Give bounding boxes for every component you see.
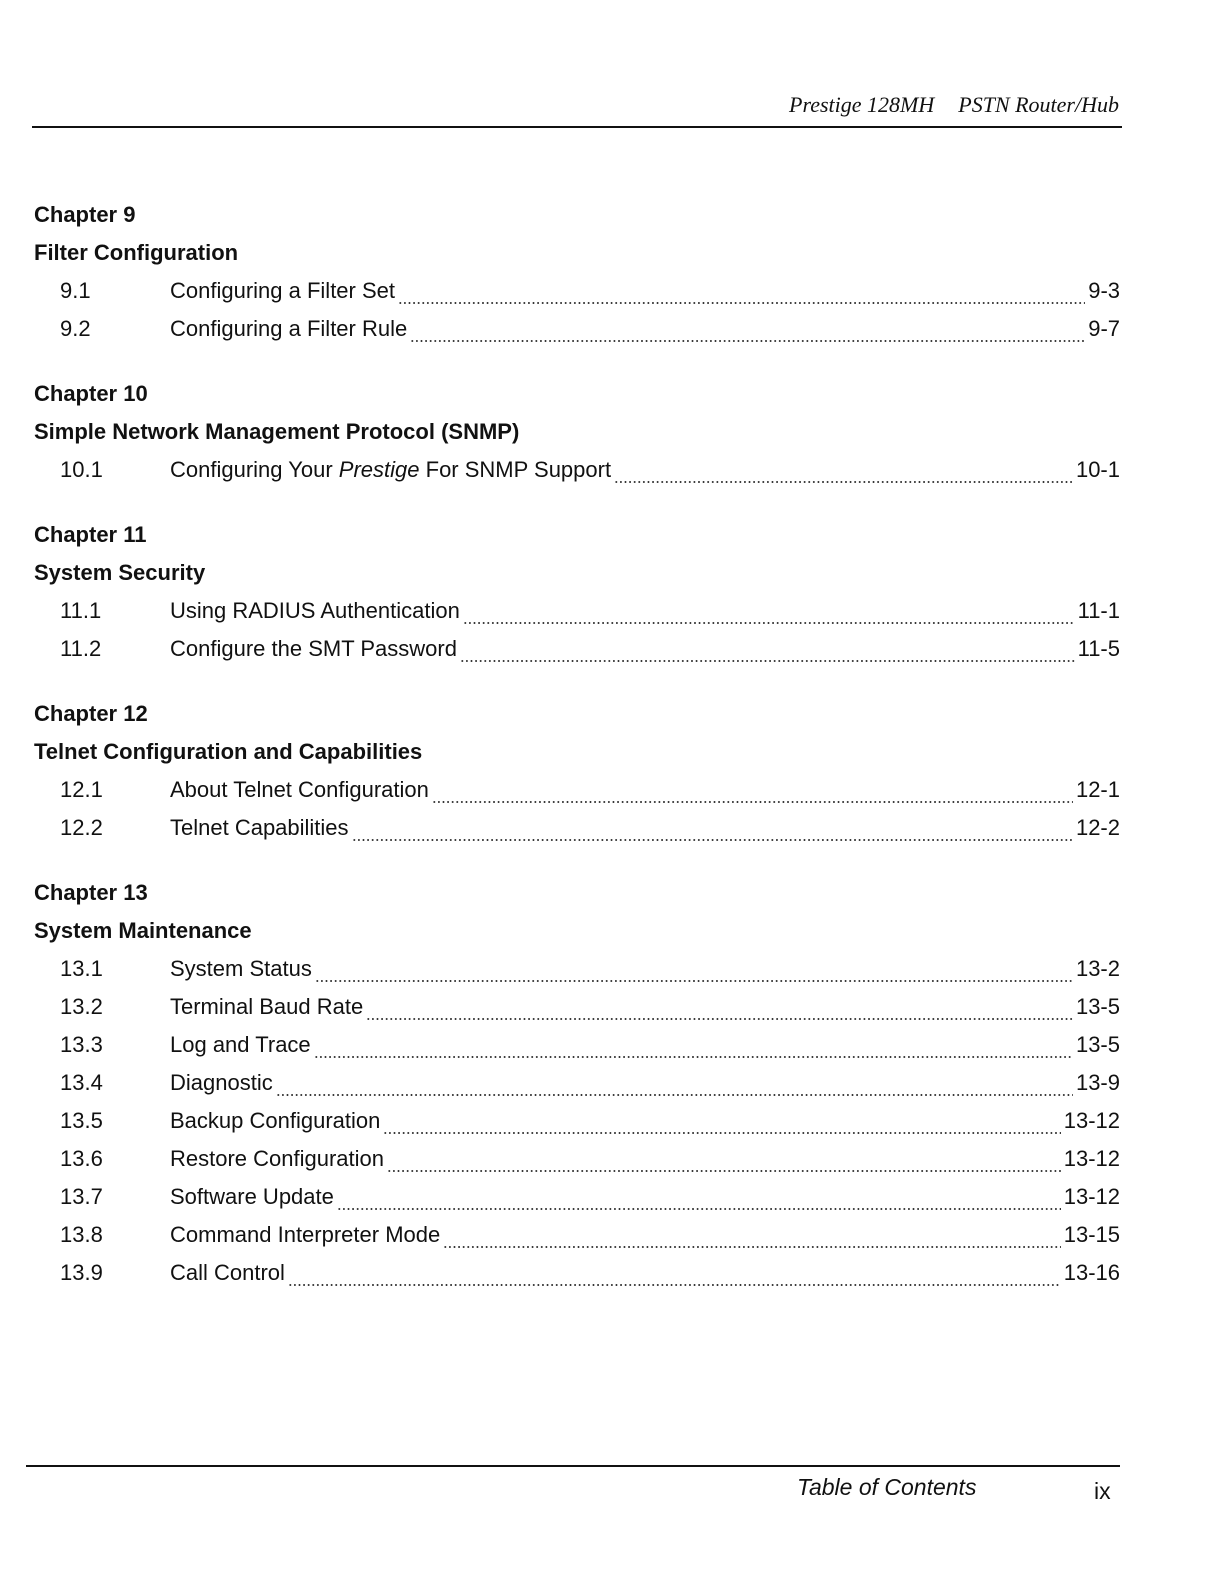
section-number: 13.8 <box>60 1222 103 1247</box>
page-number: 9-3 <box>1088 278 1120 303</box>
chapter-section <box>34 698 1120 850</box>
dot-leader <box>443 1227 1060 1249</box>
dot-leader <box>460 641 1075 663</box>
section-number: 12.1 <box>60 777 103 802</box>
toc-entry[interactable] <box>34 313 1120 351</box>
section-title: About Telnet Configuration <box>170 777 429 802</box>
section-title: Configuring a Filter Set <box>170 278 395 303</box>
page-number: 13-5 <box>1075 1032 1120 1057</box>
page-number: 9-7 <box>1088 316 1120 341</box>
section-number: 9.2 <box>60 316 91 341</box>
toc-entry[interactable] <box>34 953 1120 991</box>
toc-entry[interactable] <box>34 991 1120 1029</box>
dot-leader <box>315 961 1073 983</box>
page-number: 13-12 <box>1063 1146 1120 1171</box>
chapter-section <box>34 519 1120 671</box>
page-number: 11-1 <box>1077 598 1120 623</box>
chapter-section <box>34 199 1120 351</box>
section-title: Configuring a Filter Rule <box>170 316 408 341</box>
footer-rule <box>26 1465 1120 1467</box>
section-title: Call Control <box>170 1260 285 1285</box>
section-title: Restore Configuration <box>170 1146 385 1171</box>
section-title: Backup Configuration <box>170 1108 381 1133</box>
toc-entry[interactable] <box>34 774 1120 812</box>
section-number: 13.1 <box>60 956 103 981</box>
chapter-section <box>34 378 1120 492</box>
page-number: 10-1 <box>1075 457 1120 482</box>
toc-entry[interactable] <box>34 1181 1120 1219</box>
section-number: 13.2 <box>60 994 103 1019</box>
dot-leader <box>410 321 1085 343</box>
section-number: 13.4 <box>60 1070 103 1095</box>
dot-leader <box>432 782 1073 804</box>
dot-leader <box>276 1075 1073 1097</box>
toc-entry[interactable] <box>34 633 1120 671</box>
chapter-title: System Maintenance <box>34 918 252 943</box>
toc-entry[interactable] <box>34 275 1120 313</box>
header-subtitle: PSTN Router/Hub <box>958 92 1119 117</box>
page-number: 13-12 <box>1063 1184 1120 1209</box>
toc-entry[interactable] <box>34 1219 1120 1257</box>
page-number: 13-2 <box>1075 956 1120 981</box>
page-number: 13-16 <box>1063 1260 1120 1285</box>
toc-entry[interactable] <box>34 595 1120 633</box>
section-number: 13.5 <box>60 1108 103 1133</box>
toc-entry[interactable] <box>34 1257 1120 1295</box>
chapter-number: Chapter 13 <box>34 880 148 905</box>
chapter-number: Chapter 9 <box>34 202 136 227</box>
section-title: Command Interpreter Mode <box>170 1222 441 1247</box>
section-number: 13.7 <box>60 1184 103 1209</box>
toc-entry[interactable] <box>34 1067 1120 1105</box>
toc-entry[interactable] <box>34 1029 1120 1067</box>
chapter-number: Chapter 11 <box>34 522 147 547</box>
section-title: System Status <box>170 956 312 981</box>
section-title: Diagnostic <box>170 1070 273 1095</box>
dot-leader <box>614 462 1073 484</box>
chapter-number: Chapter 10 <box>34 381 148 406</box>
toc-entry[interactable] <box>34 1143 1120 1181</box>
header-rule <box>32 126 1122 128</box>
dot-leader <box>288 1265 1061 1287</box>
dot-leader <box>383 1113 1060 1135</box>
table-of-contents <box>34 199 1120 1322</box>
running-header <box>789 92 1119 118</box>
section-title: Using RADIUS Authentication <box>170 598 460 623</box>
section-number: 12.2 <box>60 815 103 840</box>
section-number: 13.9 <box>60 1260 103 1285</box>
section-number: 13.6 <box>60 1146 103 1171</box>
section-title: Log and Trace <box>170 1032 311 1057</box>
section-number: 11.2 <box>60 636 102 661</box>
header-product: Prestige 128MH <box>789 92 935 117</box>
page-number: 13-5 <box>1075 994 1120 1019</box>
dot-leader <box>398 283 1085 305</box>
page-number: 12-1 <box>1075 777 1120 802</box>
chapter-title: Simple Network Management Protocol (SNMP) <box>34 419 520 444</box>
toc-entry[interactable] <box>34 454 1120 492</box>
section-number: 9.1 <box>60 278 91 303</box>
dot-leader <box>314 1037 1073 1059</box>
section-number: 10.1 <box>60 457 103 482</box>
chapter-title: System Security <box>34 560 206 585</box>
section-title-part: For SNMP Support <box>419 457 612 482</box>
chapter-title: Filter Configuration <box>34 240 239 265</box>
section-title-part: Configuring Your <box>170 457 339 482</box>
page-number: 13-15 <box>1063 1222 1120 1247</box>
page-number: 13-12 <box>1063 1108 1120 1133</box>
section-number: 13.3 <box>60 1032 103 1057</box>
toc-entry[interactable] <box>34 812 1120 850</box>
section-title <box>170 454 611 486</box>
dot-leader <box>387 1151 1061 1173</box>
chapter-section <box>34 877 1120 1295</box>
section-title: Telnet Capabilities <box>170 815 349 840</box>
section-title: Terminal Baud Rate <box>170 994 364 1019</box>
dot-leader <box>366 999 1073 1021</box>
chapter-number: Chapter 12 <box>34 701 148 726</box>
dot-leader <box>337 1189 1061 1211</box>
page-number: 11-5 <box>1077 636 1120 661</box>
page-number: 12-2 <box>1075 815 1120 840</box>
dot-leader <box>463 603 1075 625</box>
page-number: 13-9 <box>1075 1070 1120 1095</box>
footer-section-title: Table of Contents <box>797 1474 977 1500</box>
section-title: Configure the SMT Password <box>170 636 457 661</box>
toc-entry[interactable] <box>34 1105 1120 1143</box>
footer-page-number: ix <box>1094 1478 1111 1504</box>
section-number: 11.1 <box>60 598 102 623</box>
dot-leader <box>352 820 1073 842</box>
section-title-emphasis: Prestige <box>338 457 420 482</box>
chapter-title: Telnet Configuration and Capabilities <box>34 739 423 764</box>
section-title: Software Update <box>170 1184 334 1209</box>
